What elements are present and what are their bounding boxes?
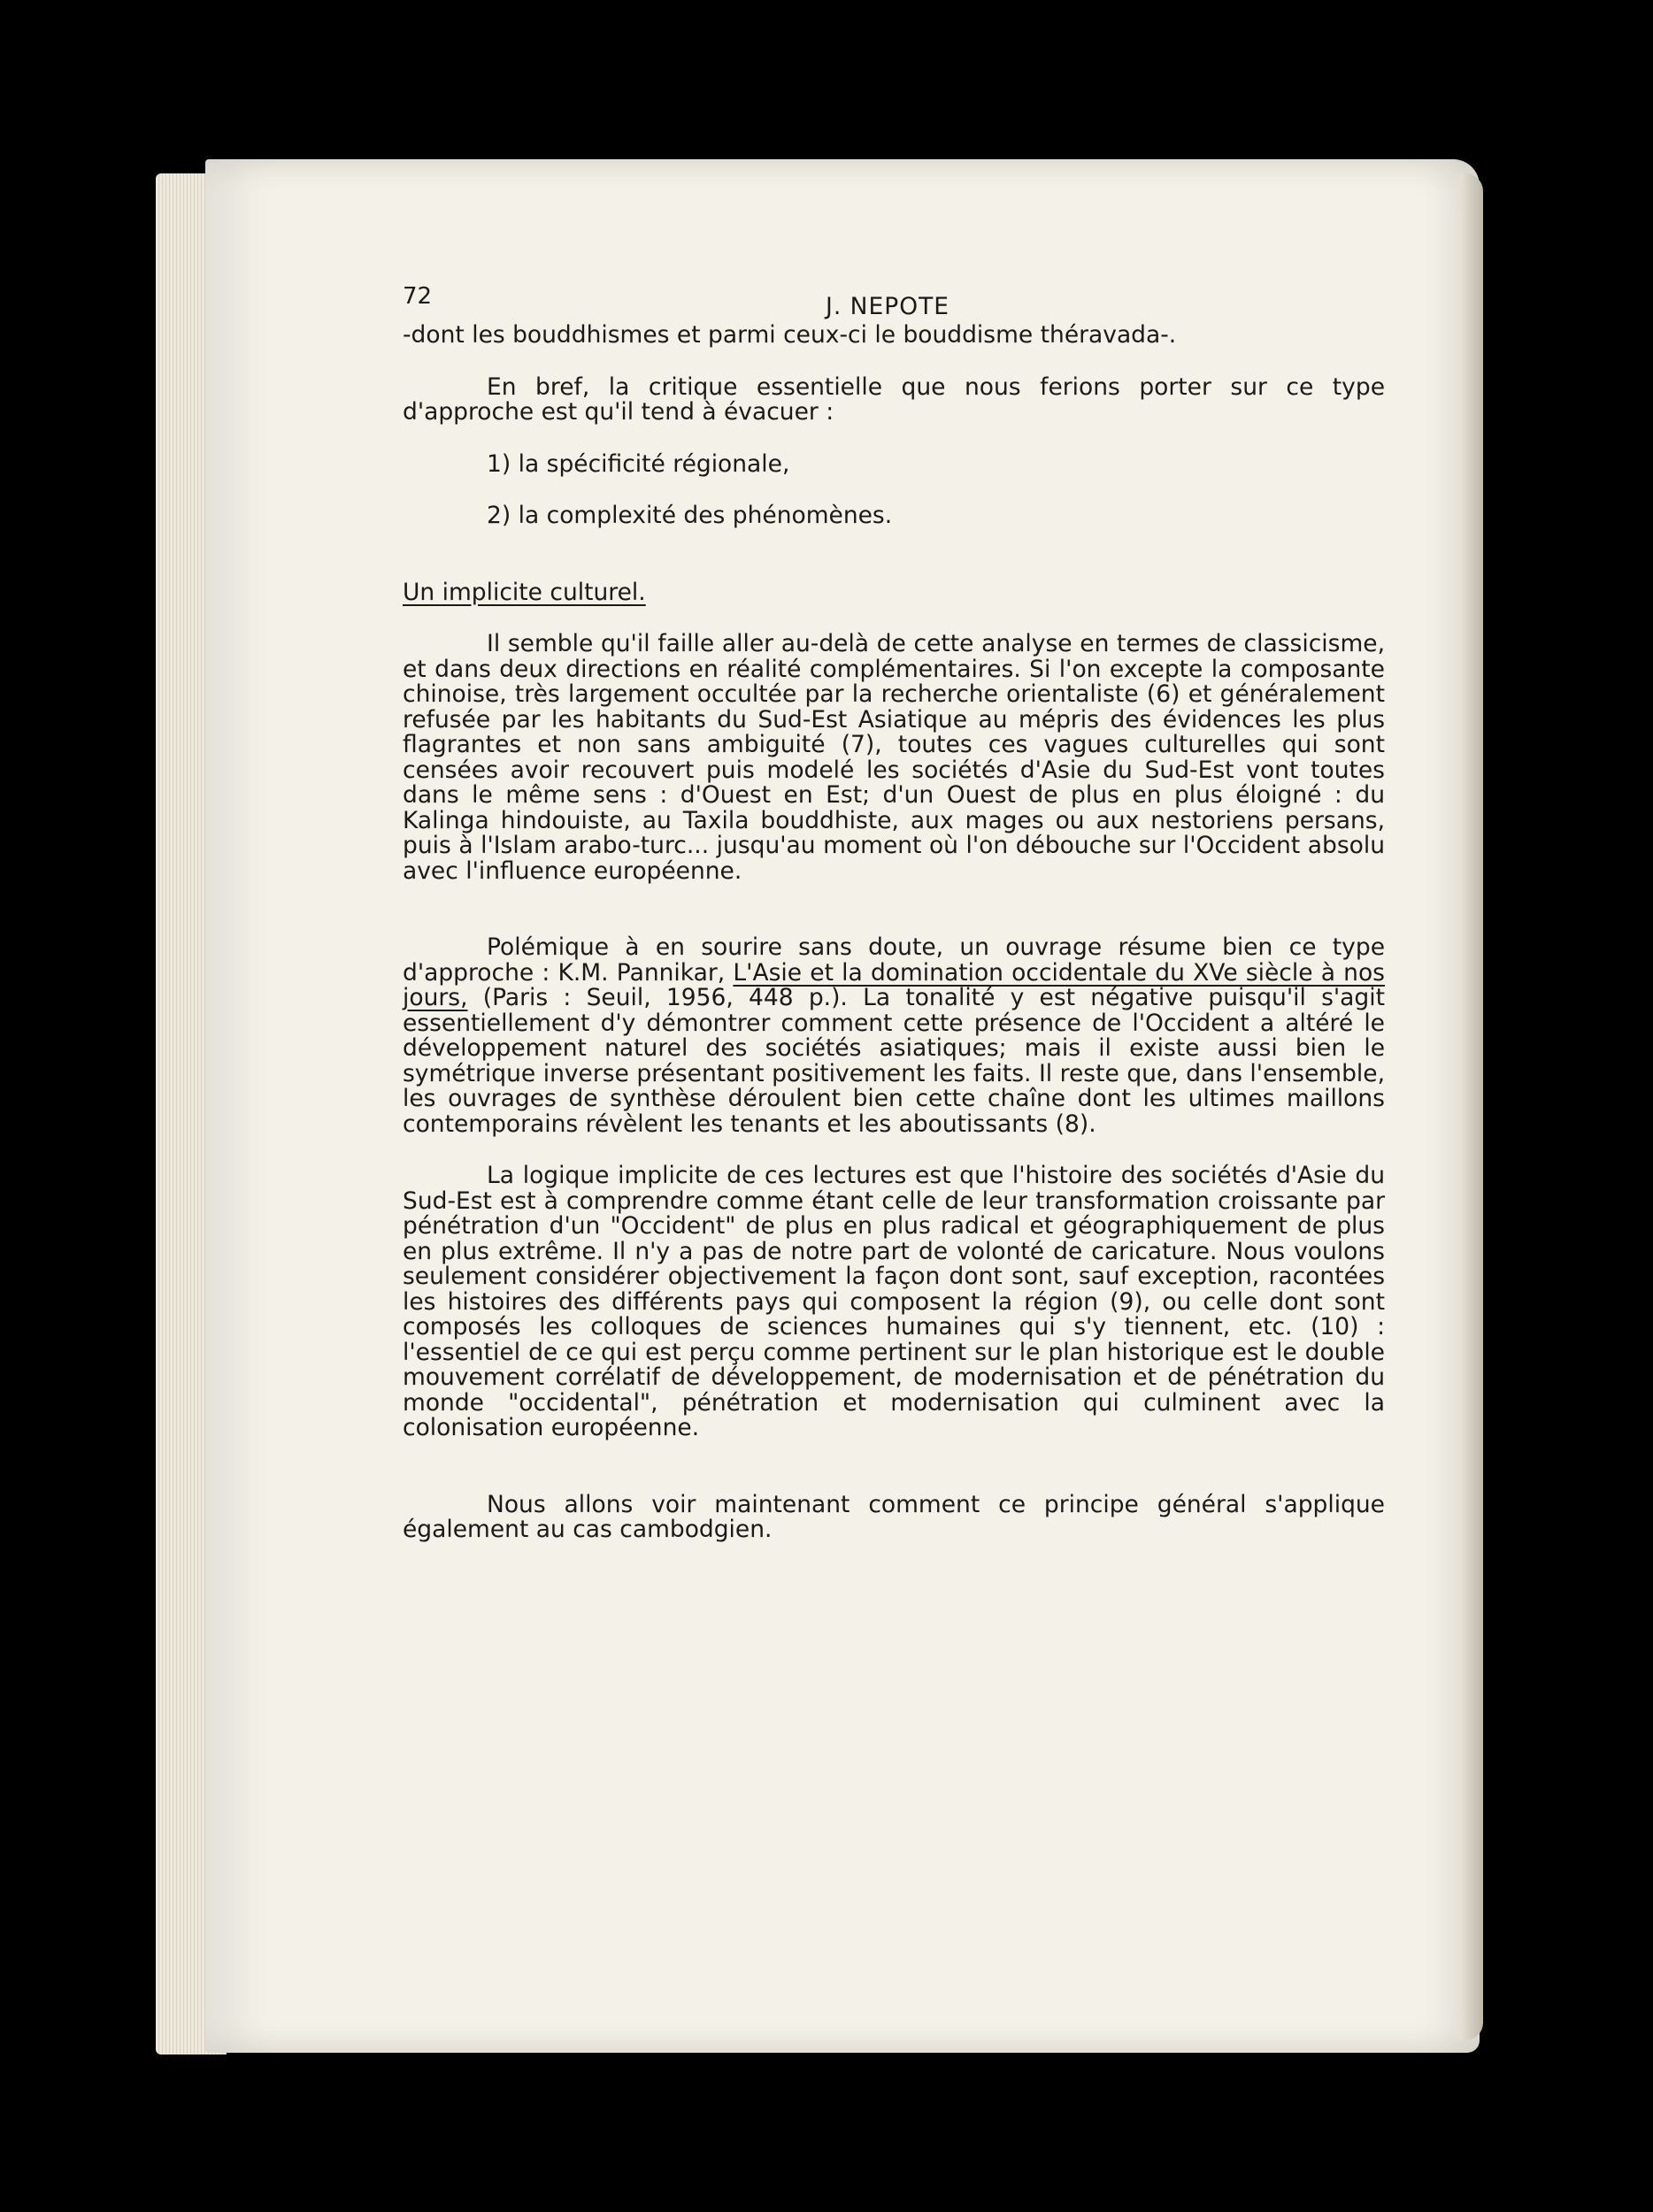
running-header bbox=[403, 279, 1385, 323]
page-right-edge bbox=[1460, 173, 1483, 2040]
continuation-line: -dont les bouddhismes et parmi ceux-ci le bouddisme théravada-. bbox=[403, 321, 1177, 349]
list-item-1: 1) la spécificité régionale, bbox=[487, 449, 790, 478]
section-title bbox=[403, 580, 1385, 606]
polemique-text-end: (Paris : Seuil, 1956, 448 p.). La tonalité y est négative puisqu'il s'agit essentiellement d'y démontrer comment cette présence de l'Occident a altéré le développement naturel des sociétés asiatiques; mais il existe aussi bien le symétrique inverse présentant positivement les faits. Il reste que, dans l'ensemble, les ouvrages de synthèse déroulent bien cette chaîne dont les ultimes maillons contemporains révèlent les tenants et les aboutissants (8). bbox=[403, 984, 1385, 1138]
book-title: L'Asie et la domination occidentale du XVe siècle à nos jours, bbox=[403, 958, 1385, 1011]
paragraph-semble: Il semble qu'il faille aller au-delà de cette analyse en termes de classicisme, et dans deux directions en réalité complémentaires. Si l'on excepte la composante chinoise, très largement occultée par la recherche orientaliste (6) et généralement refusée par les habitants du Sud-Est Asiatique au mépris des évidences les plus flagrantes et non sans ambiguité (7), toutes ces vagues culturelles qui sont censées avoir recouvert puis modelé les sociétés d'Asie du Sud-Est vont toutes dans le même sens : d'Ouest en Est; d'un Ouest de plus en plus éloigné : du Kalinga hindouiste, au Taxila bouddhiste, aux mages ou aux nestoriens persans, puis à l'Islam arabo-turc... jusqu'au moment où l'on débouche sur l'Occident absolu avec l'influence européenne. bbox=[403, 630, 1385, 885]
paragraph-logique: La logique implicite de ces lectures est que l'histoire des sociétés d'Asie du Sud-Est est à comprendre comme étant celle de leur transformation croissante par pénétration d'un "Occident" de plus en plus radical et géographiquement de plus en plus extrême. Il n'y a pas de notre part de volonté de caricature. Nous voulons seulement considérer objectivement la façon dont sont, sauf exception, racontées les histoires des différents pays qui composent la région (9), ou celle dont sont composés les colloques de sciences humaines qui s'y tiennent, etc. (10) : l'essentiel de ce qui est perçu comme pertinent sur le plan historique est le double mouvement corrélatif de développement, de modernisation et de pénétration du monde "occidental", pénétration et modernisation qui culminent avec la colonisation européenne. bbox=[403, 1162, 1385, 1441]
section-title-text: Un implicite culturel. bbox=[403, 578, 646, 606]
page-number: 72 bbox=[403, 283, 433, 310]
page-text bbox=[403, 279, 1385, 1543]
paragraph-nous: Nous allons voir maintenant comment ce principe général s'applique également au cas cambodgien. bbox=[403, 1490, 1385, 1543]
running-head-author: J. NEPOTE bbox=[826, 293, 950, 320]
paragraph-bref: En bref, la critique essentielle que nous ferions porter sur ce type d'approche est qu'il tend à évacuer : bbox=[403, 373, 1385, 426]
paragraph-polemique bbox=[403, 935, 1385, 1137]
polemique-text-start: Polémique à en sourire sans doute, un ouvrage résume bien ce type d'approche : K.M. Pannikar, bbox=[403, 933, 1385, 987]
list-item-2: 2) la complexité des phénomènes. bbox=[487, 502, 893, 529]
